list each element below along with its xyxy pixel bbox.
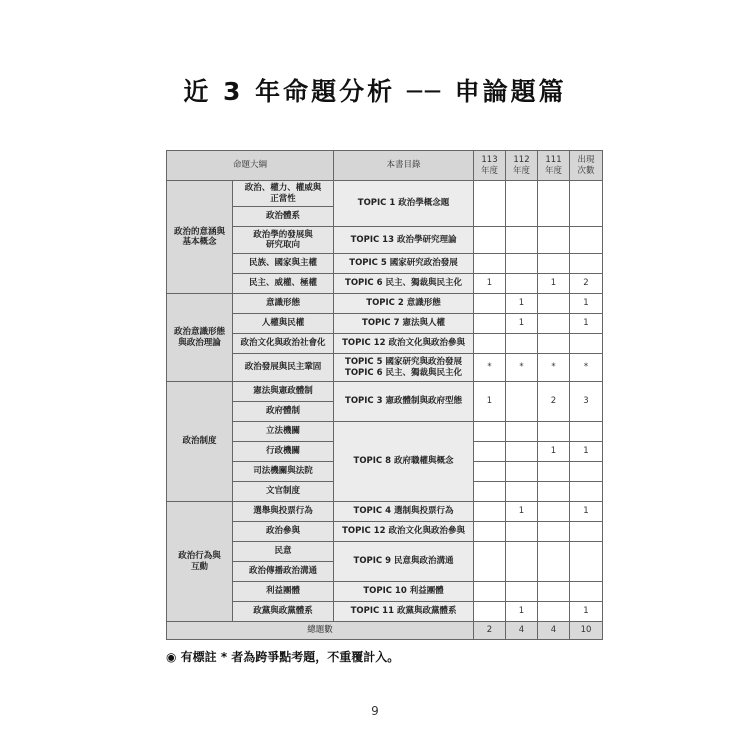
topic-cell: TOPIC 7 憲法與人權 <box>334 314 474 334</box>
value-cell <box>474 254 506 274</box>
table-row <box>167 502 603 522</box>
value-cell <box>570 422 603 442</box>
subtopic-cell: 利益團體 <box>233 582 334 602</box>
value-cell <box>538 542 570 582</box>
value-cell: 1 <box>570 502 603 522</box>
subtopic-cell: 政府體制 <box>233 402 334 422</box>
value-cell: 2 <box>538 382 570 422</box>
subtopic-cell: 選舉與投票行為 <box>233 502 334 522</box>
value-cell <box>506 422 538 442</box>
value-cell <box>570 542 603 582</box>
total-count: 10 <box>570 622 603 640</box>
topic-cell: TOPIC 6 民主、獨裁與民主化 <box>334 274 474 294</box>
value-cell <box>570 181 603 227</box>
subtopic-cell: 政治發展與民主鞏固 <box>233 354 334 382</box>
value-cell <box>474 582 506 602</box>
value-cell: 2 <box>570 274 603 294</box>
subtopic-cell: 民意 <box>233 542 334 562</box>
value-cell <box>570 582 603 602</box>
table-row <box>167 602 603 622</box>
value-cell <box>570 482 603 502</box>
topic-cell: TOPIC 10 利益團體 <box>334 582 474 602</box>
value-cell <box>538 462 570 482</box>
category-cell: 政治行為與 互動 <box>167 502 233 622</box>
table-row <box>167 294 603 314</box>
topic-cell: TOPIC 5 國家研究政治發展 <box>334 254 474 274</box>
value-cell <box>538 294 570 314</box>
page-title: 近 3 年命題分析 ── 申論題篇 <box>183 77 567 106</box>
table-row <box>167 334 603 354</box>
value-cell <box>506 181 538 227</box>
topic-cell: TOPIC 9 民意與政治溝通 <box>334 542 474 582</box>
topic-cell: TOPIC 11 政黨與政黨體系 <box>334 602 474 622</box>
topic-cell: TOPIC 12 政治文化與政治參與 <box>334 522 474 542</box>
table-row <box>167 254 603 274</box>
value-cell <box>474 334 506 354</box>
table-header-row <box>167 151 603 181</box>
value-cell <box>538 522 570 542</box>
subtopic-cell: 行政機關 <box>233 442 334 462</box>
value-cell <box>570 334 603 354</box>
table-row <box>167 582 603 602</box>
header-count: 出現 次數 <box>570 151 603 181</box>
table-row <box>167 382 603 402</box>
value-cell <box>538 602 570 622</box>
subtopic-cell: 政治體系 <box>233 207 334 227</box>
total-112: 4 <box>506 622 538 640</box>
value-cell <box>538 181 570 227</box>
table-row <box>167 227 603 254</box>
exam-analysis-table <box>166 150 603 640</box>
value-cell <box>474 482 506 502</box>
value-cell <box>506 462 538 482</box>
value-cell: * <box>570 354 603 382</box>
value-cell: 1 <box>506 314 538 334</box>
topic-cell: TOPIC 2 意識形態 <box>334 294 474 314</box>
subtopic-cell: 民主、威權、極權 <box>233 274 334 294</box>
value-cell <box>506 254 538 274</box>
value-cell <box>506 274 538 294</box>
value-cell <box>506 542 538 582</box>
value-cell: 1 <box>570 602 603 622</box>
topic-cell: TOPIC 5 國家研究與政治發展 TOPIC 6 民主、獨裁與民主化 <box>334 354 474 382</box>
value-cell <box>570 227 603 254</box>
value-cell <box>506 227 538 254</box>
topic-cell: TOPIC 12 政治文化與政治參與 <box>334 334 474 354</box>
subtopic-cell: 政治文化與政治社會化 <box>233 334 334 354</box>
total-111: 4 <box>538 622 570 640</box>
value-cell <box>506 382 538 422</box>
table-row <box>167 181 603 207</box>
value-cell <box>538 422 570 442</box>
value-cell <box>506 582 538 602</box>
subtopic-cell: 政治傳播政治溝通 <box>233 562 334 582</box>
category-cell: 政治制度 <box>167 382 233 502</box>
value-cell <box>538 314 570 334</box>
total-113: 2 <box>474 622 506 640</box>
value-cell <box>474 294 506 314</box>
table-row <box>167 542 603 562</box>
value-cell: * <box>506 354 538 382</box>
total-row <box>167 622 603 640</box>
subtopic-cell: 立法機關 <box>233 422 334 442</box>
table-row <box>167 314 603 334</box>
topic-cell: TOPIC 4 選制與投票行為 <box>334 502 474 522</box>
footnote: ◉ 有標註 * 者為跨爭點考題，不重覆計入。 <box>166 650 400 664</box>
total-label: 總題數 <box>167 622 474 640</box>
value-cell <box>474 522 506 542</box>
category-cell: 政治意識形態 與政治理論 <box>167 294 233 382</box>
value-cell <box>474 422 506 442</box>
value-cell <box>538 482 570 502</box>
value-cell <box>474 542 506 582</box>
value-cell <box>506 482 538 502</box>
value-cell: 1 <box>506 502 538 522</box>
header-year-113: 113 年度 <box>474 151 506 181</box>
table-row <box>167 354 603 382</box>
topic-cell: TOPIC 8 政府職權與概念 <box>334 422 474 502</box>
value-cell <box>474 602 506 622</box>
subtopic-cell: 政治、權力、權威與 正當性 <box>233 181 334 207</box>
subtopic-cell: 民族、國家與主權 <box>233 254 334 274</box>
table-row <box>167 274 603 294</box>
category-cell: 政治的意涵與 基本概念 <box>167 181 233 294</box>
subtopic-cell: 政治參與 <box>233 522 334 542</box>
value-cell <box>538 502 570 522</box>
value-cell <box>570 522 603 542</box>
value-cell: 1 <box>474 382 506 422</box>
table-row <box>167 422 603 442</box>
value-cell <box>506 334 538 354</box>
header-year-111: 111 年度 <box>538 151 570 181</box>
topic-cell: TOPIC 3 憲政體制與政府型態 <box>334 382 474 422</box>
header-outline: 命題大綱 <box>167 151 334 181</box>
topic-cell: TOPIC 13 政治學研究理論 <box>334 227 474 254</box>
value-cell: 1 <box>570 294 603 314</box>
subtopic-cell: 憲法與憲政體制 <box>233 382 334 402</box>
value-cell: 1 <box>570 314 603 334</box>
value-cell <box>474 181 506 227</box>
value-cell <box>506 442 538 462</box>
value-cell <box>506 522 538 542</box>
subtopic-cell: 意識形態 <box>233 294 334 314</box>
value-cell: 1 <box>474 274 506 294</box>
value-cell <box>474 462 506 482</box>
value-cell <box>474 314 506 334</box>
value-cell <box>474 227 506 254</box>
value-cell <box>474 502 506 522</box>
subtopic-cell: 司法機關與法院 <box>233 462 334 482</box>
topic-cell: TOPIC 1 政治學概念題 <box>334 181 474 227</box>
value-cell <box>570 254 603 274</box>
subtopic-cell: 文官制度 <box>233 482 334 502</box>
value-cell <box>538 582 570 602</box>
value-cell <box>570 462 603 482</box>
value-cell: * <box>538 354 570 382</box>
value-cell <box>474 442 506 462</box>
table-row <box>167 522 603 542</box>
page-number: 9 <box>371 704 379 718</box>
subtopic-cell: 政治學的發展與 研究取向 <box>233 227 334 254</box>
header-toc: 本書目錄 <box>334 151 474 181</box>
value-cell: 1 <box>538 274 570 294</box>
value-cell: 1 <box>538 442 570 462</box>
subtopic-cell: 人權與民權 <box>233 314 334 334</box>
value-cell <box>538 254 570 274</box>
value-cell <box>538 227 570 254</box>
value-cell: 3 <box>570 382 603 422</box>
value-cell: 1 <box>506 294 538 314</box>
value-cell: 1 <box>506 602 538 622</box>
header-year-112: 112 年度 <box>506 151 538 181</box>
value-cell <box>538 334 570 354</box>
subtopic-cell: 政黨與政黨體系 <box>233 602 334 622</box>
value-cell: * <box>474 354 506 382</box>
value-cell: 1 <box>570 442 603 462</box>
